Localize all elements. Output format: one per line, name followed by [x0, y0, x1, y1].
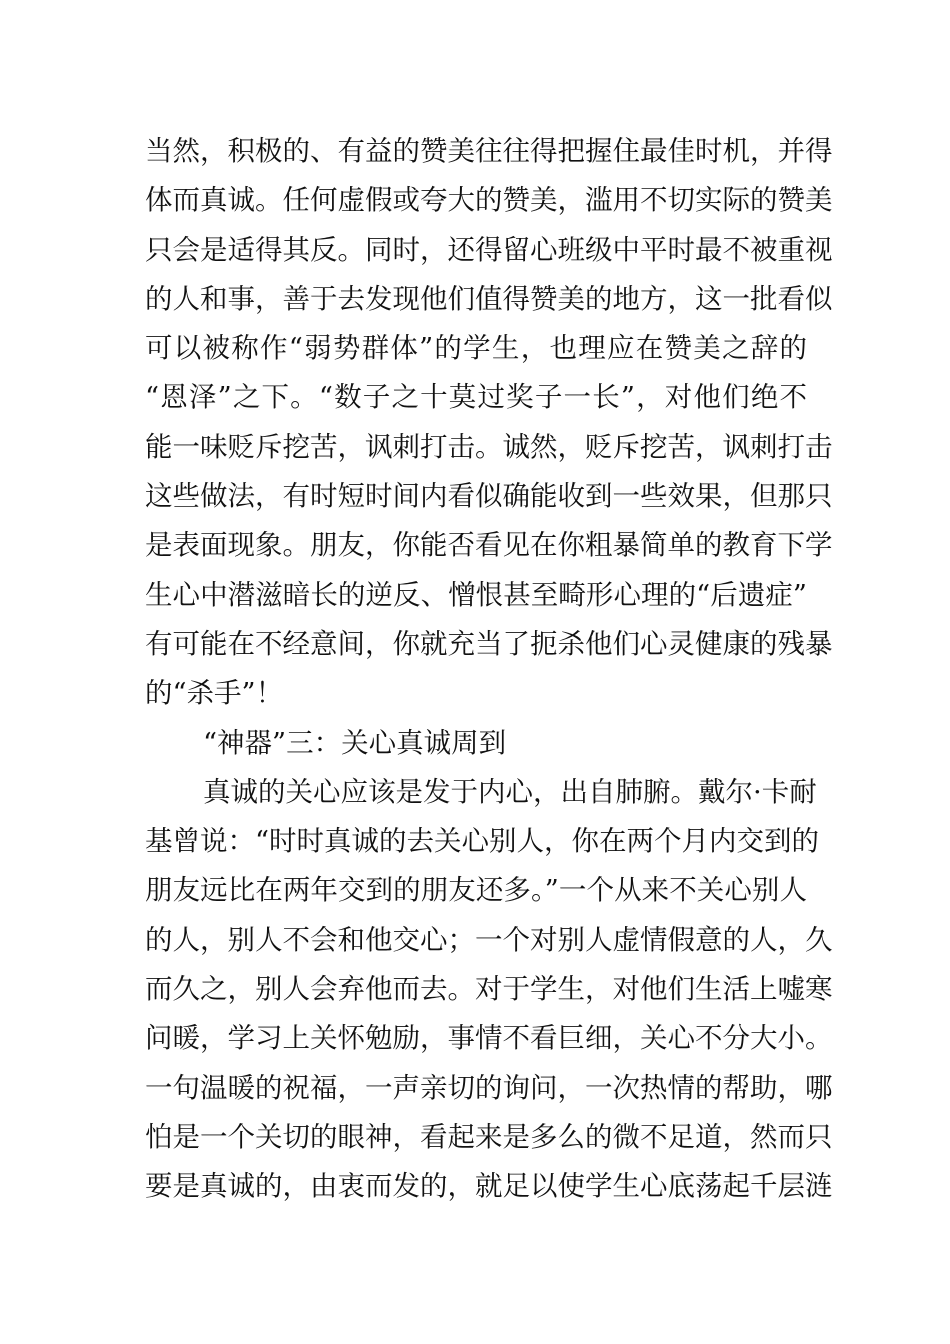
- text-line: 的人和事，善于去发现他们值得赞美的地方，这一批看似: [145, 282, 833, 315]
- text-line: 的“杀手”！: [145, 677, 284, 710]
- text-line: 能一味贬斥挖苦，讽刺打击。诚然，贬斥挖苦，讽刺打击: [145, 430, 833, 463]
- text-line: 有可能在不经意间，你就充当了扼杀他们心灵健康的残暴: [145, 627, 833, 660]
- text-line: 的人，别人不会和他交心；一个对别人虚情假意的人，久: [145, 923, 833, 956]
- text-line: 真诚的关心应该是发于内心，出自肺腑。戴尔·卡耐: [203, 775, 817, 808]
- text-line: 基曾说：“时时真诚的去关心别人，你在两个月内交到的: [145, 825, 820, 858]
- text-line: 当然，积极的、有益的赞美往往得把握住最佳时机，并得: [145, 135, 833, 167]
- text-line: 怕是一个关切的眼神，看起来是多么的微不足道，然而只: [145, 1120, 833, 1153]
- paragraph-care: [145, 768, 833, 1212]
- paragraph-praise: [145, 127, 833, 719]
- text-line: 可以被称作“弱势群体”的学生，也理应在赞美之辞的: [145, 332, 807, 365]
- text-line: 只会是适得其反。同时，还得留心班级中平时最不被重视: [145, 233, 833, 266]
- document-body: [145, 127, 833, 1212]
- text-line: 是表面现象。朋友，你能否看见在你粗暴简单的教育下学: [145, 529, 833, 562]
- text-line: 体而真诚。任何虚假或夸大的赞美，滥用不切实际的赞美: [145, 184, 833, 217]
- text-line: 这些做法，有时短时间内看似确能收到一些效果，但那只: [145, 480, 833, 513]
- text-line: 一句温暖的祝福，一声亲切的询问，一次热情的帮助，哪: [145, 1071, 833, 1104]
- text-line: 朋友远比在两年交到的朋友还多。”一个从来不关心别人: [145, 874, 807, 907]
- text-line: 而久之，别人会弃他而去。对于学生，对他们生活上嘘寒: [145, 973, 833, 1006]
- text-line: 要是真诚的，由衷而发的，就足以使学生心底荡起千层涟: [145, 1170, 833, 1203]
- section-heading: “神器”三：关心真诚周到: [203, 726, 507, 759]
- text-line: 问暖，学习上关怀勉励，事情不看巨细，关心不分大小。: [145, 1022, 833, 1055]
- text-line: “恩泽”之下。“数子之十莫过奖子一长”，对他们绝不: [145, 381, 807, 414]
- text-line: 生心中潜滋暗长的逆反、憎恨甚至畸形心理的“后遗症”: [145, 578, 807, 611]
